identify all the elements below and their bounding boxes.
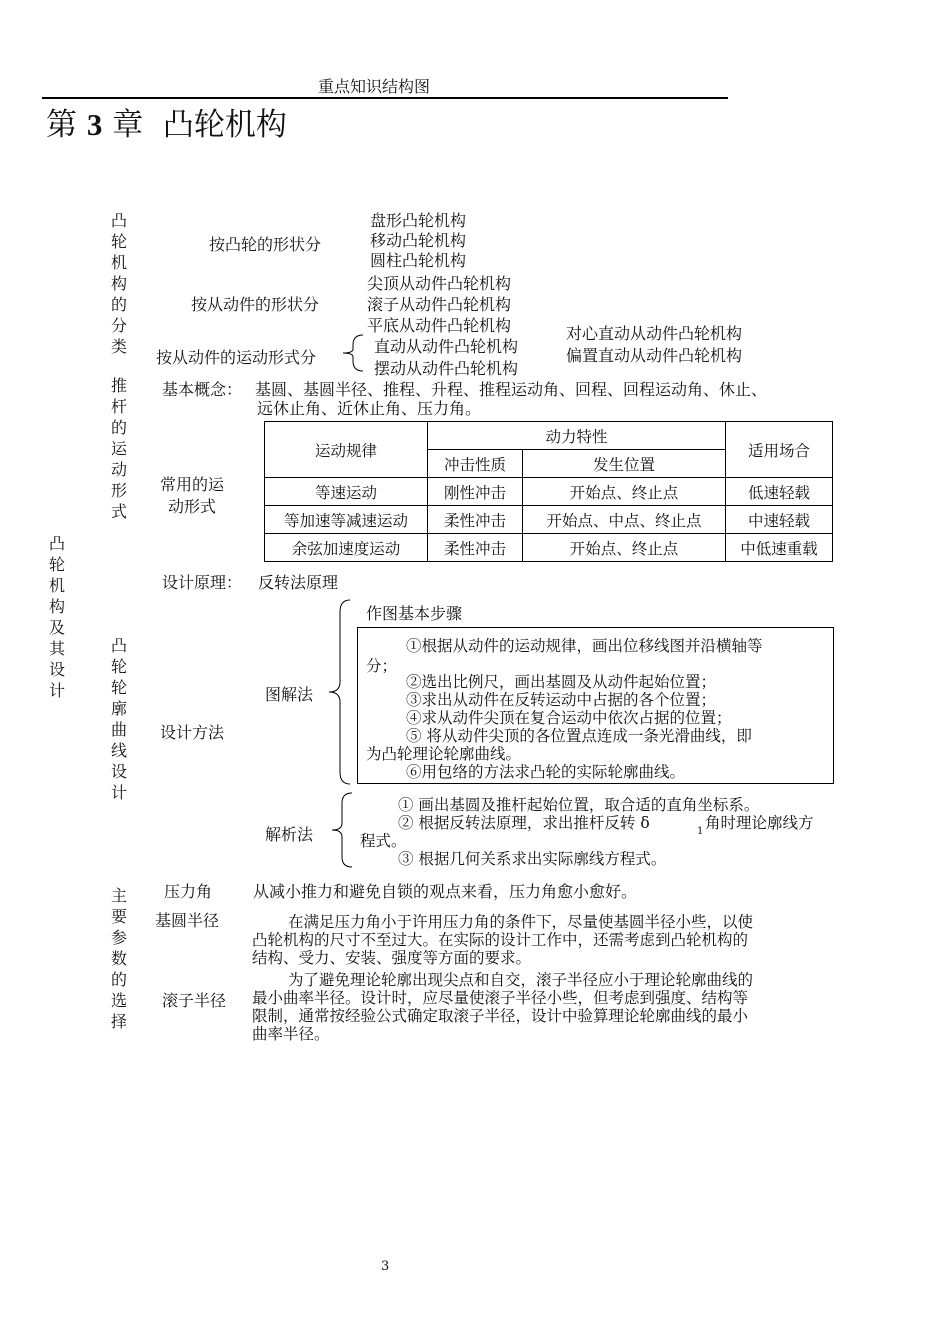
th-pos: 发生位置 xyxy=(523,450,726,478)
chapter-number: 3 xyxy=(86,107,103,142)
graphic-step: ②选出比例尺，画出基圆及从动件起始位置； xyxy=(406,673,717,691)
shape-item-3: 圆柱凸轮机构 xyxy=(370,251,467,270)
chapter-label: 第 xyxy=(46,107,77,143)
table-cell: 开始点、中点、终止点 xyxy=(523,506,726,534)
base-radius-line: 结构、受力、安装、强度等方面的要求。 xyxy=(252,949,532,967)
th-rule: 运动规律 xyxy=(265,422,428,478)
table-cell: 等加速等减速运动 xyxy=(265,506,428,534)
table-cell: 刚性冲击 xyxy=(428,478,523,506)
follower-shape-item-1: 尖顶从动件凸轮机构 xyxy=(367,274,512,293)
section-classification-label: 凸轮机构的分类 xyxy=(110,211,127,356)
th-impact: 冲击性质 xyxy=(428,450,523,478)
analytic-brace xyxy=(330,791,354,869)
section-motion-label: 推杆的运动形式 xyxy=(110,376,127,521)
graphic-step: ④求从动件尖顶在复合运动中依次占据的位置； xyxy=(406,709,732,727)
header-title: 重点知识结构图 xyxy=(318,77,431,96)
table-cell: 柔性冲击 xyxy=(428,506,523,534)
follower-motion-item-2: 摆动从动件凸轮机构 xyxy=(374,359,519,378)
by-shape-label: 按凸轮的形状分 xyxy=(209,235,322,254)
follower-shape-item-2: 滚子从动件凸轮机构 xyxy=(367,295,512,314)
graphic-steps-title: 作图基本步骤 xyxy=(366,604,463,623)
pressure-angle-text: 从减小推力和避免自锁的观点来看，压力角愈小愈好。 xyxy=(253,882,638,901)
shape-item-1: 盘形凸轮机构 xyxy=(370,211,467,230)
graphic-step: ⑤ 将从动件尖顶的各位置点连成一条光滑曲线，即 xyxy=(406,727,752,745)
common-motion-label-2: 动形式 xyxy=(168,497,217,516)
delta-subscript: 1 xyxy=(697,826,704,837)
table-cell: 柔性冲击 xyxy=(428,534,523,562)
basic-concept-label: 基本概念： xyxy=(162,380,243,399)
analytic-step: ① 画出基圆及推杆起始位置，取合适的直角坐标系。 xyxy=(398,796,760,814)
analytic-step: 角时理论廓线方 xyxy=(705,814,814,832)
table-cell: 余弦加速度运动 xyxy=(265,534,428,562)
graphic-step: 为凸轮理论轮廓曲线。 xyxy=(366,745,522,763)
follower-motion-item-1: 直动从动件凸轮机构 xyxy=(374,337,519,356)
table-cell: 中速轻载 xyxy=(726,506,833,534)
table-cell: 低速轻载 xyxy=(726,478,833,506)
th-use: 适用场合 xyxy=(726,422,833,478)
analytic-step: 程式。 xyxy=(360,832,407,850)
graphic-step: ①根据从动件的运动规律，画出位移线图并沿横轴等 xyxy=(406,637,763,655)
table-cell: 中低速重载 xyxy=(726,534,833,562)
root-label: 凸轮机构及其设计 xyxy=(48,534,65,700)
basic-concept-line-1: 基圆、基圆半径、推程、升程、推程运动角、回程、回程运动角、休止、 xyxy=(255,380,768,399)
analytic-step: ② 根据反转法原理，求出推杆反转 δ xyxy=(398,814,650,832)
graphic-step: 分； xyxy=(366,657,398,675)
analytic-method-label: 解析法 xyxy=(265,825,314,844)
basic-concept-line-2: 远休止角、近休止角、压力角。 xyxy=(257,399,482,418)
th-dyn: 动力特性 xyxy=(428,422,726,450)
follower-shape-item-3: 平底从动件凸轮机构 xyxy=(367,316,512,335)
table-header-row xyxy=(265,422,833,450)
roller-radius-label: 滚子半径 xyxy=(162,991,227,1010)
table-cell: 开始点、终止点 xyxy=(523,534,726,562)
graphic-brace xyxy=(326,598,354,786)
page-number: 3 xyxy=(381,1259,390,1274)
motion-rules-table xyxy=(264,421,833,562)
chapter-title xyxy=(46,99,287,144)
motion-brace xyxy=(341,333,365,373)
roller-radius-line: 最小曲率半径。设计时，应尽量使滚子半径小些，但考虑到强度、结构等 xyxy=(252,989,749,1007)
analytic-step: ③ 根据几何关系求出实际廓线方程式。 xyxy=(398,850,667,868)
section-params-label: 主要参数的选择 xyxy=(110,886,127,1031)
by-follower-shape-label: 按从动件的形状分 xyxy=(191,295,320,314)
graphic-method-label: 图解法 xyxy=(265,685,314,704)
chapter-rest: 章 凸轮机构 xyxy=(112,107,287,143)
by-follower-motion-label: 按从动件的运动形式分 xyxy=(156,348,317,367)
roller-radius-line: 限制，通常按经验公式确定取滚子半径，设计中验算理论轮廓曲线的最小 xyxy=(252,1007,749,1025)
graphic-step: ⑥用包络的方法求凸轮的实际轮廓曲线。 xyxy=(406,763,686,781)
design-principle-value: 反转法原理 xyxy=(258,573,339,592)
table-cell: 等速运动 xyxy=(265,478,428,506)
pressure-angle-label: 压力角 xyxy=(164,882,213,901)
roller-radius-line: 曲率半径。 xyxy=(252,1025,330,1043)
design-principle-label: 设计原理： xyxy=(162,573,243,592)
common-motion-label-1: 常用的运 xyxy=(160,475,225,494)
section-profile-label: 凸轮轮廓曲线设计 xyxy=(110,636,127,802)
table-row xyxy=(265,478,833,506)
base-radius-line: 在满足压力角小于许用压力角的条件下，尽量使基圆半径小些，以使 xyxy=(288,913,754,931)
graphic-step: ③求出从动件在反转运动中占据的各个位置； xyxy=(406,691,717,709)
table-row xyxy=(265,534,833,562)
roller-radius-line: 为了避免理论轮廓出现尖点和自交，滚子半径应小于理论轮廓曲线的 xyxy=(288,971,754,989)
follower-motion-sub-2: 偏置直动从动件凸轮机构 xyxy=(566,346,743,365)
table-row xyxy=(265,506,833,534)
base-radius-label: 基圆半径 xyxy=(155,911,220,930)
follower-motion-sub-1: 对心直动从动件凸轮机构 xyxy=(566,324,743,343)
shape-item-2: 移动凸轮机构 xyxy=(370,231,467,250)
table-cell: 开始点、终止点 xyxy=(523,478,726,506)
base-radius-line: 凸轮机构的尺寸不至过大。在实际的设计工作中，还需考虑到凸轮机构的 xyxy=(252,931,749,949)
design-method-label: 设计方法 xyxy=(160,723,225,742)
